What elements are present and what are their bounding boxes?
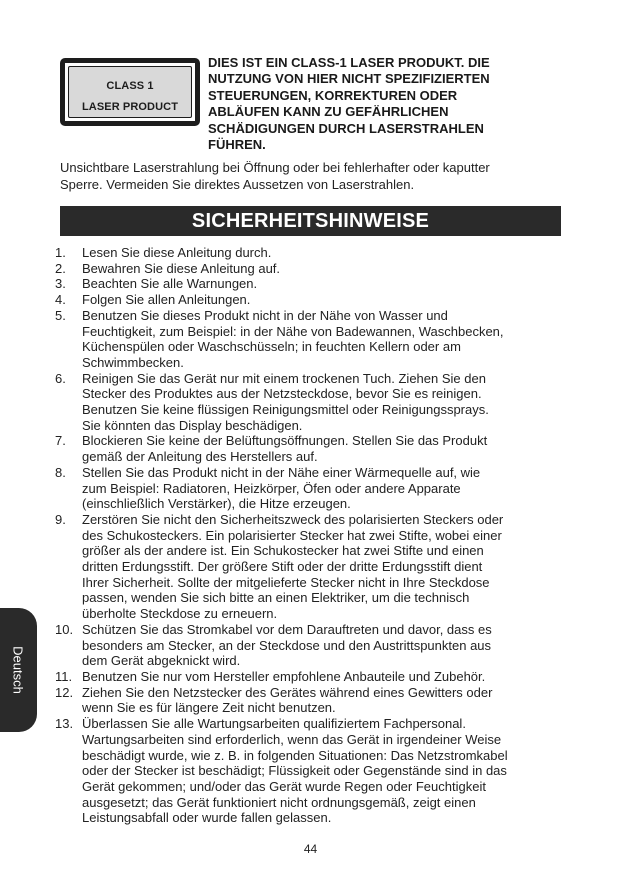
warning-line: SCHÄDIGUNGEN DURCH LASERSTRAHLEN bbox=[208, 120, 484, 136]
list-item-text: Feuchtigkeit, zum Beispiel: in der Nähe von Badewannen, Waschbecken, bbox=[82, 323, 504, 339]
list-item-text: besonders am Stecker, an der Steckdose und den Austrittspunkten aus bbox=[82, 637, 492, 653]
list-item bbox=[55, 371, 575, 434]
list-item-text: (einschließlich Verstärker), die Hitze erzeugen. bbox=[82, 496, 351, 512]
laser-class-label-inner bbox=[68, 66, 192, 118]
list-item-text: Überlassen Sie alle Wartungsarbeiten qualifiziertem Fachpersonal. bbox=[82, 716, 466, 732]
list-item-text: Benutzen Sie nur vom Hersteller empfohlene Anbauteile und Zubehör. bbox=[82, 668, 486, 684]
list-item bbox=[55, 716, 575, 826]
list-item-number: 1. bbox=[55, 245, 66, 260]
list-item-text: Folgen Sie allen Anleitungen. bbox=[82, 292, 251, 308]
list-item-text: Zerstören Sie nicht den Sicherheitszweck des polarisierten Steckers oder bbox=[82, 511, 504, 527]
list-item-number: 12. bbox=[55, 684, 74, 700]
list-item bbox=[55, 245, 575, 261]
list-item-text: Küchenspülen oder Waschschüsseln; in feuchten Kellern oder am bbox=[82, 339, 461, 355]
intro-line: Sperre. Vermeiden Sie direktes Aussetzen von Laserstrahlen. bbox=[60, 177, 415, 192]
list-item-text: Ihrer Sicherheit. Sollte der mitgelieferte Stecker nicht in Ihre Steckdose bbox=[82, 574, 490, 590]
list-item-text: beschädigt wurde, wie z. B. in folgenden Situationen: Das Netzstromkabel bbox=[82, 747, 508, 763]
list-item-text: Stecker des Produktes aus der Netzsteckdose, bevor Sie es reinigen. bbox=[82, 386, 482, 402]
list-item-number: 2. bbox=[55, 260, 66, 276]
list-item-text: zum Beispiel: Radiatoren, Heizkörper, Öfen oder andere Apparate bbox=[82, 480, 461, 496]
laser-product-text: LASER PRODUCT bbox=[81, 101, 179, 113]
list-item-number: 7. bbox=[55, 433, 66, 449]
list-item-text: Schützen Sie das Stromkabel vor dem Darauftreten und davor, dass es bbox=[82, 621, 492, 637]
list-item-text: Bewahren Sie diese Anleitung auf. bbox=[82, 260, 281, 276]
list-item bbox=[55, 622, 575, 669]
list-item-text: dritten Erdungsstift. Der größere Stift oder der dritte Erdungsstift dient bbox=[82, 559, 483, 575]
list-item-number: 9. bbox=[55, 511, 66, 527]
list-item bbox=[55, 276, 575, 292]
list-item bbox=[55, 292, 575, 308]
list-item bbox=[55, 512, 575, 622]
list-item bbox=[55, 465, 575, 512]
list-item-text: Leistungsabfall oder wurde fallen gelassen. bbox=[82, 810, 332, 826]
list-item-number: 3. bbox=[55, 276, 66, 292]
warning-line: STEUERUNGEN, KORREKTUREN ODER bbox=[208, 87, 458, 103]
laser-class-text: CLASS 1 bbox=[106, 80, 154, 92]
list-item-text: Schwimmbecken. bbox=[82, 354, 184, 370]
safety-instructions-list bbox=[55, 245, 575, 826]
list-item bbox=[55, 685, 575, 716]
laser-class-label bbox=[60, 58, 200, 126]
list-item-text: wenn Sie es für längere Zeit nicht benutzen. bbox=[82, 700, 336, 716]
list-item bbox=[55, 433, 575, 464]
list-item-text: gemäß der Anleitung des Herstellers auf. bbox=[82, 449, 318, 465]
laser-radiation-note bbox=[60, 159, 570, 193]
list-item-text: dem Gerät abgeknickt wird. bbox=[82, 653, 241, 669]
page-number: 44 bbox=[303, 842, 318, 856]
language-tab-label: Deutsch bbox=[10, 646, 26, 694]
list-item-number: 13. bbox=[55, 716, 74, 732]
list-item-text: Lesen Sie diese Anleitung durch. bbox=[82, 245, 272, 260]
list-item-number: 11. bbox=[55, 668, 73, 684]
warning-line: FÜHREN. bbox=[208, 137, 266, 153]
list-item-text: größer als der andere ist. Ein Schukostecker hat zwei Stifte und einen bbox=[82, 543, 484, 559]
list-item-text: Ziehen Sie den Netzstecker des Gerätes während eines Gewitters oder bbox=[82, 684, 493, 700]
list-item bbox=[55, 669, 575, 685]
list-item-text: Reinigen Sie das Gerät nur mit einem trockenen Tuch. Ziehen Sie den bbox=[82, 370, 486, 386]
list-item-text: Stellen Sie das Produkt nicht in der Nähe einer Wärmequelle auf, wie bbox=[82, 464, 481, 480]
list-item-text: Wartungsarbeiten sind erforderlich, wenn das Gerät in irgendeiner Weise bbox=[82, 731, 502, 747]
intro-line: Unsichtbare Laserstrahlung bei Öffnung oder bei fehlerhafter oder kaputter bbox=[60, 160, 490, 175]
list-item bbox=[55, 261, 575, 277]
list-item-text: Sie könnten das Display beschädigen. bbox=[82, 417, 303, 433]
warning-line: ABLÄUFEN KANN ZU GEFÄHRLICHEN bbox=[208, 104, 449, 120]
list-item-number: 8. bbox=[55, 464, 66, 480]
list-item-text: Benutzen Sie dieses Produkt nicht in der Nähe von Wasser und bbox=[82, 307, 448, 323]
laser-warning bbox=[208, 55, 568, 153]
list-item-text: überholte Steckdose zu erneuern. bbox=[82, 606, 278, 622]
section-title: SICHERHEITSHINWEISE bbox=[60, 206, 561, 236]
list-item-number: 6. bbox=[55, 370, 66, 386]
warning-line: DIES IST EIN CLASS-1 LASER PRODUKT. DIE bbox=[208, 55, 490, 70]
warning-line: NUTZUNG VON HIER NICHT SPEZIFIZIERTEN bbox=[208, 71, 490, 87]
list-item-text: oder der Stecker ist beschädigt; Flüssigkeit oder Gegenstände sind in das bbox=[82, 763, 507, 779]
list-item-text: Benutzen Sie keine flüssigen Reinigungsmittel oder Reinigungssprays. bbox=[82, 402, 489, 418]
list-item-number: 5. bbox=[55, 307, 66, 323]
list-item-number: 10. bbox=[55, 621, 74, 637]
list-item-text: Blockieren Sie keine der Belüftungsöffnungen. Stellen Sie das Produkt bbox=[82, 433, 488, 449]
language-tab bbox=[0, 608, 37, 732]
list-item-text: des Schukosteckers. Ein polarisierter Stecker hat zwei Stifte, wobei einer bbox=[82, 527, 502, 543]
list-item-text: passen, wenden Sie sich bitte an einen Elektriker, um die technisch bbox=[82, 590, 470, 606]
list-item bbox=[55, 308, 575, 371]
list-item-text: ausgesetzt; das Gerät funktioniert nicht ordnungsgemäß, zeigt einen bbox=[82, 794, 476, 810]
list-item-number: 4. bbox=[55, 292, 66, 308]
list-item-text: Gerät gekommen; und/oder das Gerät wurde Regen oder Feuchtigkeit bbox=[82, 778, 486, 794]
list-item-text: Beachten Sie alle Warnungen. bbox=[82, 276, 258, 292]
